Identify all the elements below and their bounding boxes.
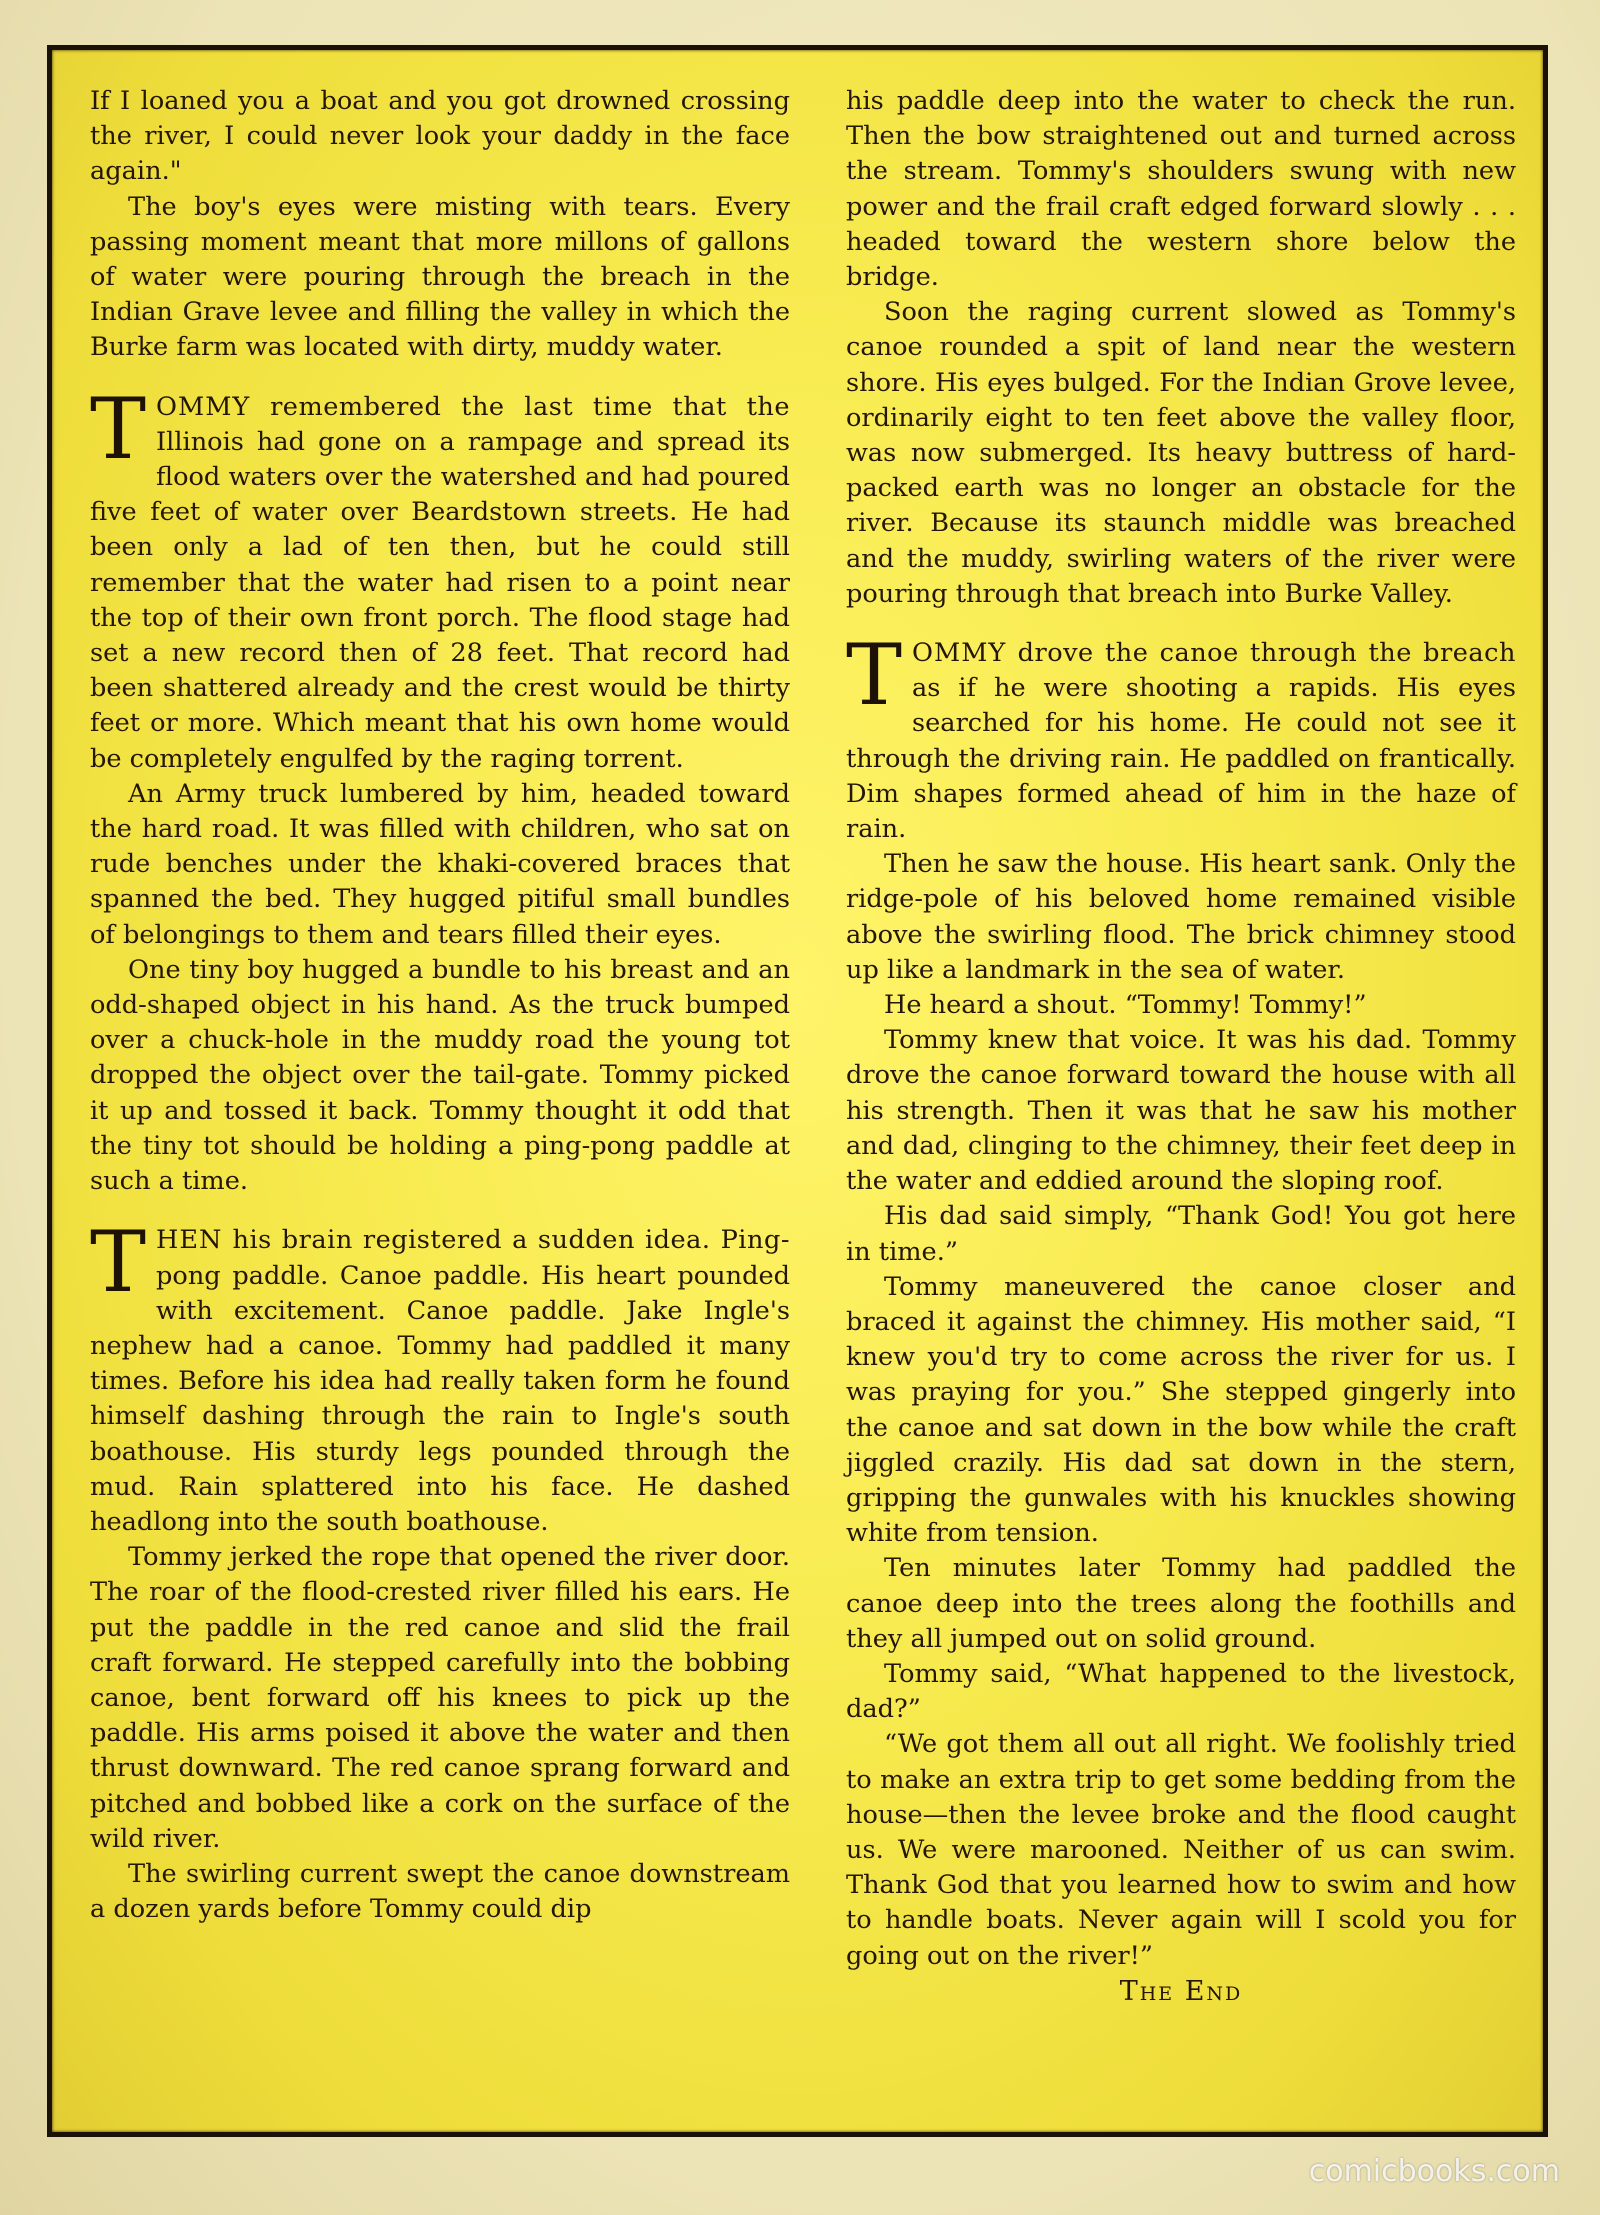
paragraph: The swirling current swept the canoe downstream a dozen yards before Tommy could dip xyxy=(90,1858,790,1925)
right-column xyxy=(846,84,1516,2009)
paragraph: One tiny boy hugged a bundle to his breast and an odd-shaped object in his hand. As the truck bumped over a chuck-hole in the muddy road the young tot dropped the object over the tail-gate. Tommy picked it up and tossed it back. Tommy thought it odd that the tiny tot should be holding a ping-pong paddle at such a time. xyxy=(90,954,790,1197)
lead-word: HEN xyxy=(156,1225,223,1256)
left-column xyxy=(90,84,790,1927)
paragraph: Then he saw the house. His heart sank. Only the ridge-pole of his beloved home remained visible above the swirling flood. The brick chimney stood up like a landmark in the sea of water. xyxy=(846,849,1516,985)
paragraph-dropcap xyxy=(90,1213,790,1540)
paragraph: Tommy jerked the rope that opened the river door. The roar of the flood-crested river filled his ears. He put the paddle in the red canoe and slid the frail craft forward. He stepped carefully into the bobbing canoe, bent forward off his knees to pick up the paddle. His arms poised it above the water and then thrust downward. The red canoe sprang forward and pitched and bobbed like a cork on the surface of the wild river. xyxy=(90,1542,790,1854)
paragraph: Tommy said, “What happened to the livestock, dad?” xyxy=(846,1658,1516,1725)
paragraph: “We got them all out all right. We foolishly tried to make an extra trip to get some bedding from the house—then the levee broke and the flood caught us. We were marooned. Neither of us can swim. Thank God that you learned how to swim and how to handle boats. Never again will I scold you for going out on the river!” xyxy=(846,1729,1516,1971)
paragraph: If I loaned you a boat and you got drowned crossing the river, I could never look your daddy in the face again." xyxy=(90,86,790,187)
the-end-label: The End xyxy=(1119,1975,1243,2007)
story-panel xyxy=(47,45,1548,2137)
drop-cap-letter: T xyxy=(90,379,147,478)
paragraph-text: remembered the last time that the Illinois had gone on a rampage and spread its flood waters over the watershed and had poured five feet of water over Beardstown streets. He had been only a lad of ten then, but he could still remember that the water had risen to a point near the top of their own front porch. The flood stage had set a new record then of 28 feet. That record had been shattered already and the crest would be thirty feet or more. Which meant that his own home would be completely engulfed by the raging torrent. xyxy=(90,391,790,774)
lead-word: OMMY xyxy=(912,638,1007,669)
paragraph-text: drove the canoe through the breach as if he were shooting a rapids. His eyes searched for his home. He could not see it through the driving rain. He paddled on frantically. Dim shapes formed ahead of him in the haze of rain. xyxy=(846,638,1516,845)
site-watermark: comicbooks.com xyxy=(1308,2154,1560,2189)
paragraph-dropcap xyxy=(90,379,790,777)
paragraph: Tommy knew that voice. It was his dad. Tommy drove the canoe forward toward the house with all his strength. Then it was that he saw his mother and dad, clinging to the chimney, their feet deep in the water and eddied around the sloping roof. xyxy=(846,1025,1516,1197)
paragraph: His dad said simply, “Thank God! You got here in time.” xyxy=(846,1201,1516,1267)
paragraph: The boy's eyes were misting with tears. Every passing moment meant that more millons of gallons of water were pouring through the breach in the Indian Grave levee and filling the valley in which the Burke farm was located with dirty, muddy water. xyxy=(90,191,790,363)
paragraph-text: his brain registered a sudden idea. Ping-pong paddle. Canoe paddle. His heart pounded with excitement. Canoe paddle. Jake Ingle's nephew had a canoe. Tommy had paddled it many times. Before his idea had really taken form he found himself dashing through the rain to Ingle's south boathouse. His sturdy legs pounded through the mud. Rain splattered into his face. He dashed headlong into the south boathouse. xyxy=(90,1225,790,1537)
paragraph: He heard a shout. “Tommy! Tommy!” xyxy=(884,990,1367,1021)
drop-cap-letter: T xyxy=(90,1213,147,1312)
lead-word: OMMY xyxy=(156,391,251,422)
paragraph: An Army truck lumbered by him, headed toward the hard road. It was filled with children, who sat on rude benches under the khaki-covered braces that spanned the bed. They hugged pitiful small bundles of belongings to them and tears filled their eyes. xyxy=(90,778,790,950)
paragraph-dropcap xyxy=(846,626,1516,847)
drop-cap-letter: T xyxy=(846,626,903,725)
paragraph: Tommy maneuvered the canoe closer and braced it against the chimney. His mother said, “I knew you'd try to come across the river for us. I was praying for you.” She stepped gingerly into the canoe and sat down in the bow while the craft jiggled crazily. His dad sat down in the stern, gripping the gunwales with his knuckles showing white from tension. xyxy=(846,1271,1516,1549)
paragraph: his paddle deep into the water to check the run. Then the bow straightened out and turned across the stream. Tommy's shoulders swung with new power and the frail craft edged forward slowly . . . headed toward the western shore below the bridge. xyxy=(846,86,1516,293)
paragraph: Ten minutes later Tommy had paddled the canoe deep into the trees along the foothills and they all jumped out on solid ground. xyxy=(846,1553,1516,1654)
paragraph: Soon the raging current slowed as Tommy's canoe rounded a spit of land near the western shore. His eyes bulged. For the Indian Grove levee, ordinarily eight to ten feet above the valley floor, was now submerged. Its heavy buttress of hard-packed earth was no longer an obstacle for the river. Because its staunch middle was breached and the muddy, swirling waters of the river were pouring through that breach into Burke Valley. xyxy=(846,297,1516,609)
